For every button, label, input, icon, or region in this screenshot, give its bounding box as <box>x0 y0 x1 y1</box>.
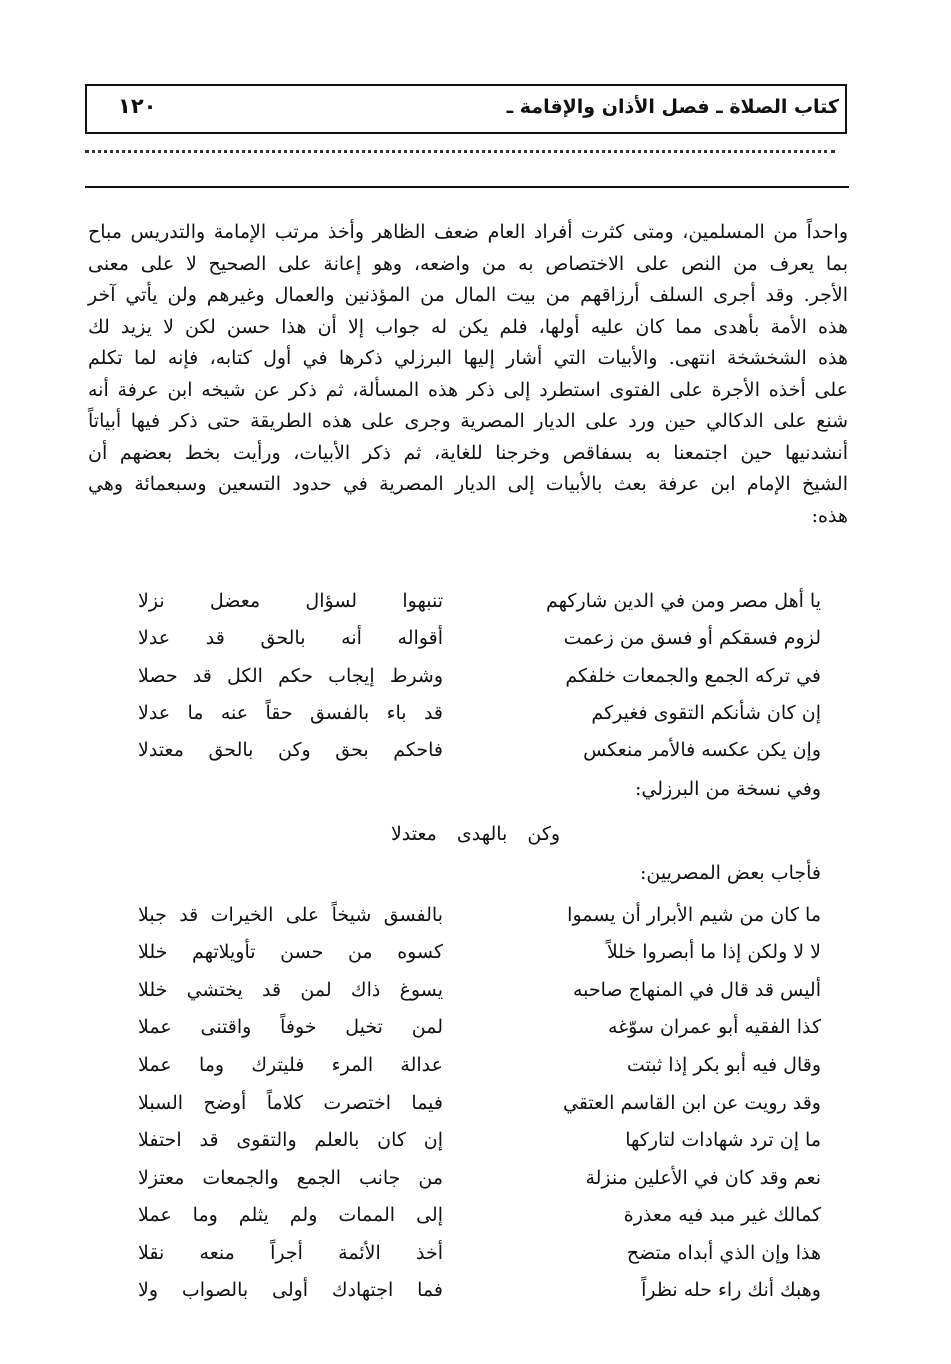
verse-second-hemistich: عدالة المرء فليترك وما عملا <box>138 1054 443 1076</box>
verse-second-hemistich: فما اجتهادك أولى بالصواب ولا <box>138 1279 443 1301</box>
paragraph-line: واحداً من المسلمين، ومتى كثرت أفراد العام ضعف الظاهر وأخذ مرتب الإمامة والتدريس مباح <box>88 221 848 243</box>
verse-first-hemistich: في تركه الجمع والجمعات خلفكم <box>565 665 821 687</box>
verse-first-hemistich: أليس قد قال في المنهاج صاحبه <box>572 979 821 1001</box>
paragraph-line: على أخذه الأجرة على الفتوى استطرد إلى ذكر هذه المسألة، ثم ذكر عن شيخه ابن عرفة أنه <box>88 379 848 401</box>
note-barzali-version: وفي نسخة من البرزلي: <box>634 778 821 800</box>
header-rule <box>85 186 849 188</box>
verse-second-hemistich: تنبهوا لسؤال معضل نزلا <box>138 590 443 612</box>
verse-first-hemistich: كمالك غير مبد فيه معذرة <box>623 1204 821 1226</box>
verse-first-hemistich: هذا وإن الذي أبداه متضح <box>626 1242 821 1264</box>
paragraph-line: هذه: <box>811 505 848 527</box>
verse-first-hemistich: وإن يكن عكسه فالأمر منعكس <box>583 739 821 761</box>
verse-second-hemistich: كسوه من حسن تأويلاتهم خللا <box>138 941 443 963</box>
variant-hemistich: وكن بالهدى معتدلا <box>390 823 561 845</box>
paragraph-line: الأجر. وقد أجرى السلف أرزاقهم من بيت المال من المؤذنين والعمال وغيرهم ولن يأتي آخر <box>88 284 848 306</box>
verse-first-hemistich: لزوم فسقكم أو فسق من زعمت <box>563 627 821 649</box>
verse-first-hemistich: يا أهل مصر ومن في الدين شاركهم <box>546 590 821 612</box>
paragraph-line: شنع على الدكالي حين ورد على الديار المصرية وجرى على هذه الطريقة حتى ذكر فيها أبياتاً <box>88 410 848 432</box>
verse-first-hemistich: كذا الفقيه أبو عمران سوّغه <box>608 1016 821 1038</box>
verse-second-hemistich: فيما اختصرت كلاماً أوضح السبلا <box>138 1092 443 1114</box>
verse-second-hemistich: وشرط إيجاب حكم الكل قد حصلا <box>138 665 443 687</box>
verse-second-hemistich: قد باء بالفسق حقاً عنه ما عدلا <box>138 702 443 724</box>
paragraph-line: هذه الأمة بأهدى مما كان عليه أولها، فلم يكن له جواب إلا أن هذا حسن لكن لا يزيد لك <box>88 316 848 338</box>
verse-second-hemistich: لمن تخيل خوفاً واقتنى عملا <box>138 1016 443 1038</box>
verse-second-hemistich: إلى الممات ولم يثلم وما عملا <box>138 1204 443 1226</box>
verse-first-hemistich: لا لا ولكن إذا ما أبصروا خللاً <box>606 941 821 963</box>
verse-second-hemistich: فاحكم بحق وكن بالحق معتدلا <box>138 739 443 761</box>
verse-first-hemistich: نعم وقد كان في الأعلين منزلة <box>585 1167 821 1189</box>
verse-second-hemistich: إن كان بالعلم والتقوى قد احتفلا <box>138 1129 443 1151</box>
verse-second-hemistich: أخذ الأئمة أجراً منعه نقلا <box>138 1242 443 1264</box>
verse-second-hemistich: يسوغ ذاك لمن قد يختشي خللا <box>138 979 443 1001</box>
verse-second-hemistich: من جانب الجمع والجمعات معتزلا <box>138 1167 443 1189</box>
paragraph-line: هذه الشخشخة انتهى. والأبيات التي أشار إليها البرزلي ذكرها في أول كتابه، فإنه لما تكلم <box>88 347 848 369</box>
verse-first-hemistich: وقال فيه أبو بكر إذا ثبتت <box>626 1054 821 1076</box>
paragraph-line: أنشدنيها حين اجتمعنا به بسفاقص وخرجنا للغاية، ثم ذكر الأبيات، ورأيت بخط بعضهم أن <box>88 442 848 464</box>
dotted-divider <box>85 150 835 157</box>
running-header-title: كتاب الصلاة ـ فصل الأذان والإقامة ـ <box>506 96 839 118</box>
page-number: ١٢٠ <box>118 94 157 118</box>
verse-first-hemistich: وقد رويت عن ابن القاسم العتقي <box>562 1092 821 1114</box>
verse-first-hemistich: ما إن ترد شهادات لتاركها <box>625 1129 821 1151</box>
verse-second-hemistich: أقواله أنه بالحق قد عدلا <box>138 627 443 649</box>
paragraph-line: الشيخ الإمام ابن عرفة بعث بالأبيات إلى الديار المصرية في حدود التسعين وسبعمائة وهي <box>88 473 848 495</box>
verse-first-hemistich: إن كان شأنكم التقوى فغيركم <box>591 702 821 724</box>
verse-first-hemistich: ما كان من شيم الأبرار أن يسموا <box>567 904 821 926</box>
verse-second-hemistich: بالفسق شيخاً على الخيرات قد جبلا <box>138 904 443 926</box>
verse-first-hemistich: وهبك أنك راء حله نظراً <box>641 1279 821 1301</box>
running-header <box>85 84 847 134</box>
paragraph-line: بما يعرف من النص على الاختصاص به من واضعه، وهو إعانة على الصحيح لا على معنى <box>88 253 848 275</box>
note-egyptian-reply: فأجاب بعض المصريين: <box>639 862 821 884</box>
